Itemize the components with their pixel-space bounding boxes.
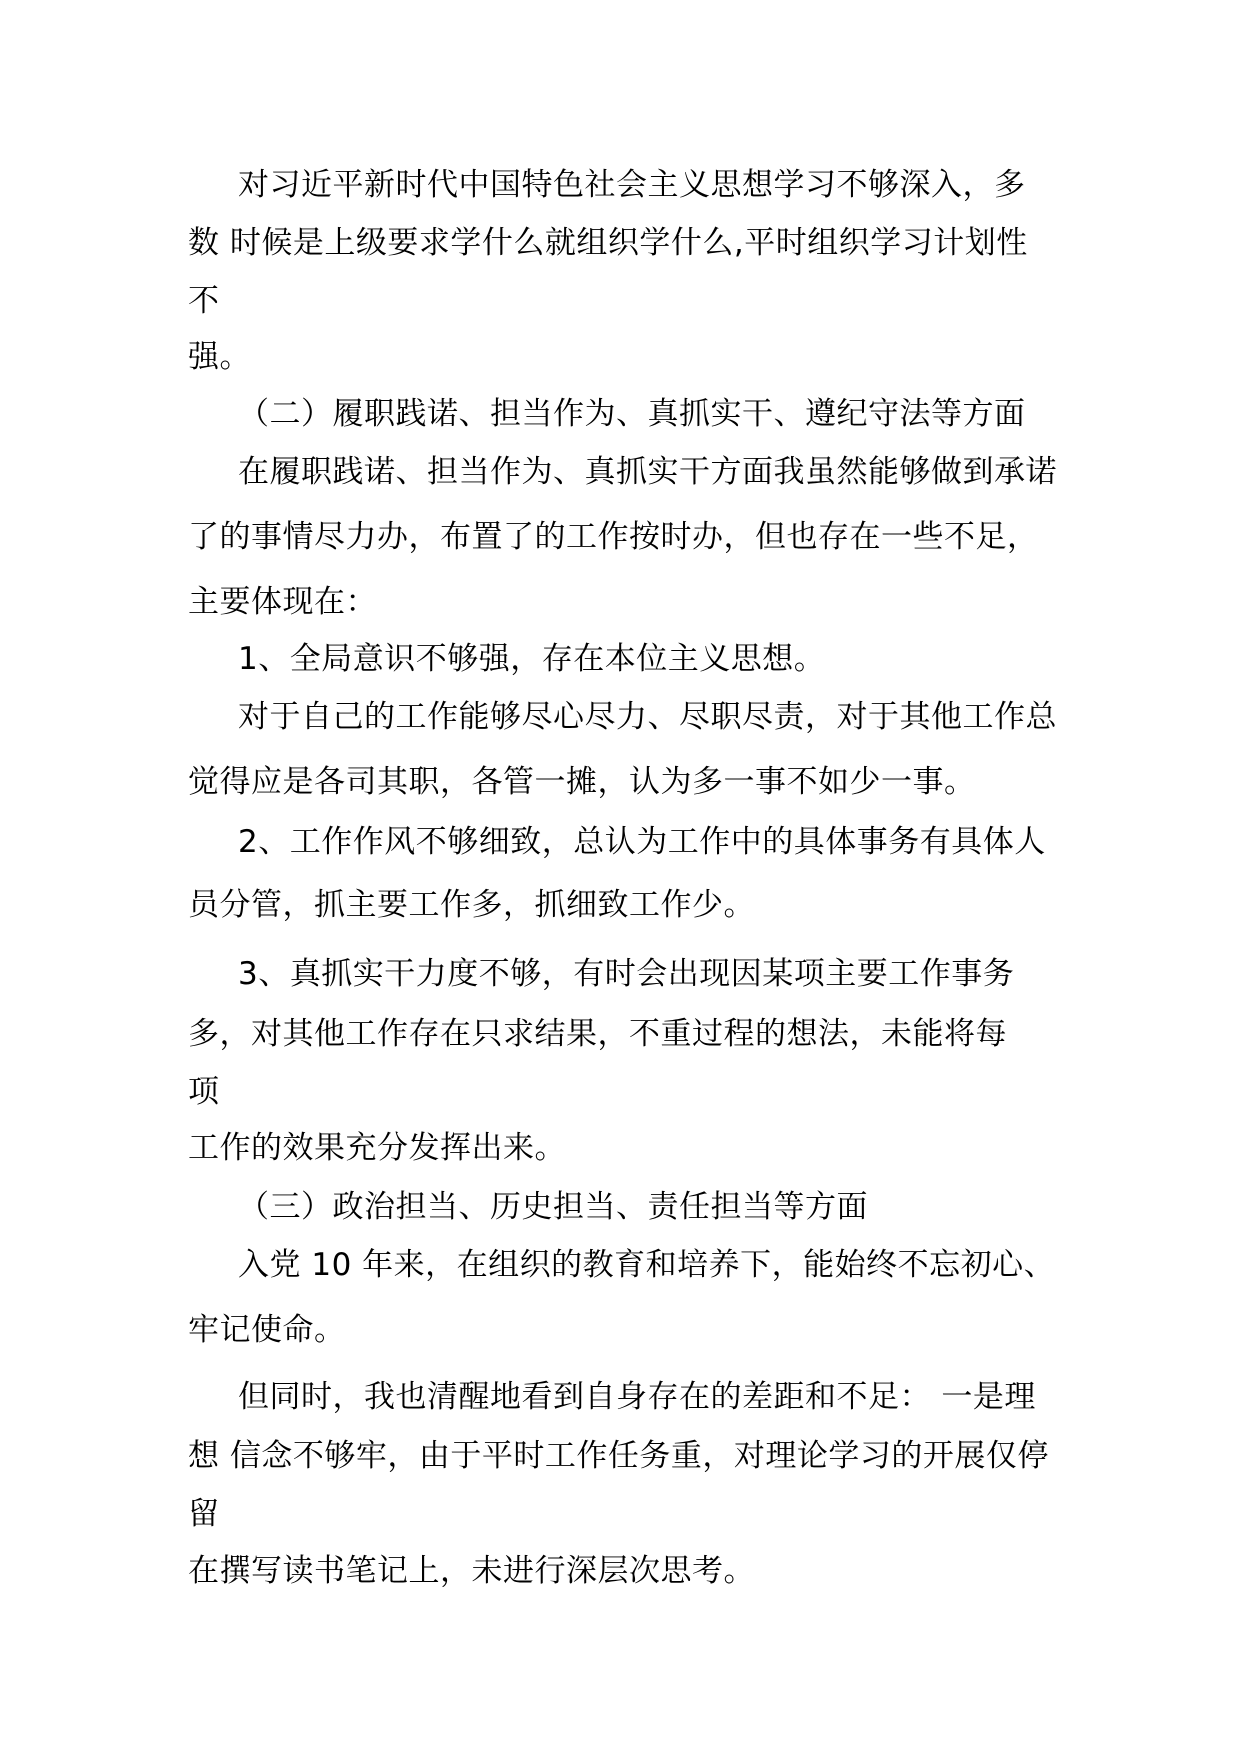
paragraph-line-15: 牢记使命。 [188,1312,346,1348]
paragraph-line-1: 对习近平新时代中国特色社会主义思想学习不够深入，多 [238,167,1026,203]
paragraph-line-5: 在履职践诺、担当作为、真抓实干方面我虽然能够做到承诺 [238,454,1057,490]
section-heading-2: （二）履职践诺、担当作为、真抓实干、遵纪守法等方面 [238,396,1026,432]
paragraph-line-18: 留 [188,1496,220,1532]
list-item-1: 1、全局意识不够强，存在本位主义思想。 [238,641,826,677]
paragraph-line-3: 不 [188,283,220,319]
paragraph-line-17: 想 信念不够牢，由于平时工作任务重，对理论学习的开展仅停 [188,1438,1049,1474]
paragraph-line-16: 但同时，我也清醒地看到自身存在的差距和不足： 一是理 [238,1379,1036,1415]
paragraph-line-6: 了的事情尽力办，布置了的工作按时办，但也存在一些不足， [188,519,1039,555]
paragraph-line-10: 员分管，抓主要工作多，抓细致工作少。 [188,887,755,923]
paragraph-line-12: 项 [188,1074,220,1110]
list-item-2: 2、工作作风不够细致，总认为工作中的具体事务有具体人 [238,824,1046,860]
section-heading-3: （三）政治担当、历史担当、责任担当等方面 [238,1189,868,1225]
paragraph-line-19: 在撰写读书笔记上，未进行深层次思考。 [188,1553,755,1589]
paragraph-line-11: 多，对其他工作存在只求结果，不重过程的想法，未能将每 [188,1016,1007,1052]
paragraph-line-2: 数 时候是上级要求学什么就组织学什么,平时组织学习计划性 [188,225,1028,261]
paragraph-line-7: 主要体现在： [188,584,377,620]
paragraph-line-8: 对于自己的工作能够尽心尽力、尽职尽责，对于其他工作总 [238,699,1057,735]
list-item-3: 3、真抓实干力度不够，有时会出现因某项主要工作事务 [238,956,1015,992]
paragraph-line-4: 强。 [188,339,251,375]
paragraph-line-9: 觉得应是各司其职，各管一摊，认为多一事不如少一事。 [188,764,976,800]
paragraph-line-14: 入党 10 年来，在组织的教育和培养下，能始终不忘初心、 [238,1247,1056,1283]
paragraph-line-13: 工作的效果充分发挥出来。 [188,1130,566,1166]
